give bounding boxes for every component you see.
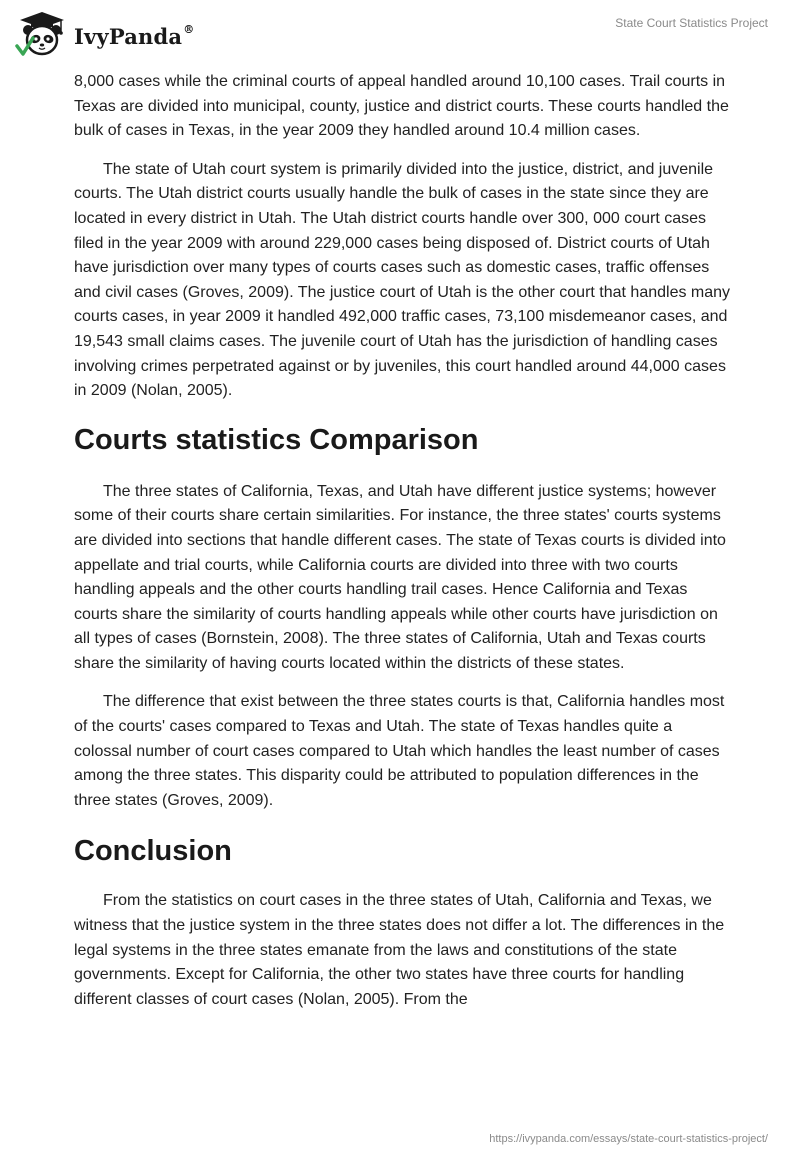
heading-conclusion: Conclusion	[74, 835, 232, 868]
paragraph-comparison-similarities: The three states of California, Texas, and Utah have different justice systems; however some of their courts share certain similarities. For instance, the three states' courts systems are divided into sections that handle different cases. The state of Texas courts is divided into appellate and trial courts, while California courts are divided into three with two courts handling appeals and the other courts handling trail cases. Hence California and Texas courts share the similarity of courts handling appeals while other courts have jurisdiction on all types of cases (Bornstein, 2008). The three states of California, Utah and Texas courts share the similarity of having courts located within the districts of these states.	[74, 482, 726, 672]
paragraph-utah-courts: The state of Utah court system is primarily divided into the justice, district, and juvenile courts. The Utah district courts usually handle the bulk of cases in the state since they are located in every district in Utah. The Utah district courts handle over 300, 000 court cases filed in the year 2009 with around 229,000 cases being disposed of. District courts of Utah have jurisdiction over many types of courts cases such as domestic cases, traffic offenses and civil cases (Groves, 2009). The justice court of Utah is the other court that handles many courts cases, in year 2009 it handled 492,000 traffic cases, 73,100 misdemeanor cases, and 19,543 small claims cases. The juvenile court of Utah has the jurisdiction of handling cases involving crimes perpetrated against or by juveniles, this court handled around 44,000 cases in 2009 (Nolan, 2005).	[74, 160, 731, 400]
registered-mark: ®	[183, 22, 195, 36]
paragraph-texas-continued: 8,000 cases while the criminal courts of appeal handled around 10,100 cases. Trail courts in Texas are divided into municipal, county, justice and district courts. These courts handled the bulk of cases in Texas, in the year 2009 they handled around 10.4 million cases.	[74, 73, 729, 140]
brand-name: IvyPanda®	[74, 22, 195, 49]
panda-graduate-icon	[14, 8, 70, 60]
essay-content	[74, 70, 734, 1012]
page-header	[0, 0, 800, 70]
paragraph-conclusion: From the statistics on court cases in the three states of Utah, California and Texas, we witness that the justice system in the three states does not differ a lot. The differences in the legal systems in the three states emanate from the laws and constitutions of the state governments. Except for California, the other two states have three courts for handling different classes of court cases (Nolan, 2005). From the	[74, 892, 725, 1008]
brand-logo[interactable]	[14, 8, 194, 60]
source-url-link[interactable]: https://ivypanda.com/essays/state-court-statistics-project/	[489, 1133, 768, 1145]
heading-courts-statistics-comparison: Courts statistics Comparison	[74, 423, 479, 456]
paragraph-comparison-differences: The difference that exist between the three states courts is that, California handles most of the courts' cases compared to Texas and Utah. The state of Texas handles quite a colossal number of court cases compared to Utah which handles the least number of cases among the three states. This disparity could be attributed to population differences in the three states (Groves, 2009).	[74, 693, 725, 809]
document-title: State Court Statistics Project	[615, 16, 768, 30]
